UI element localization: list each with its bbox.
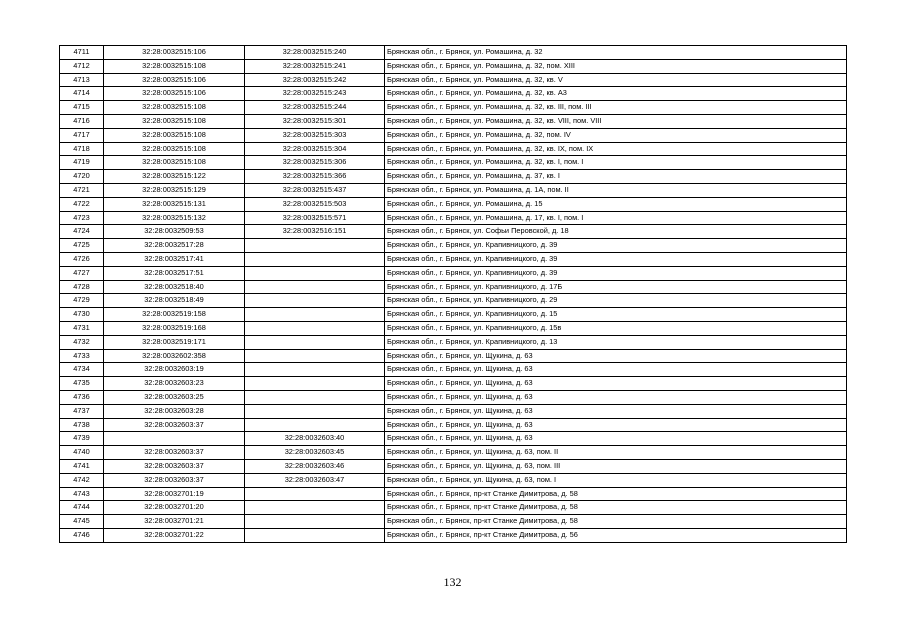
row-number-cell: 4728 <box>60 280 104 294</box>
object-cadastral-number-cell: 32:28:0032515:301 <box>245 114 385 128</box>
row-number-cell: 4719 <box>60 156 104 170</box>
row-number-cell: 4740 <box>60 446 104 460</box>
object-cadastral-number-cell <box>245 349 385 363</box>
land-cadastral-number-cell: 32:28:0032517:41 <box>104 252 245 266</box>
address-cell: Брянская обл., г. Брянск, ул. Щукина, д. 63, пом. III <box>385 459 847 473</box>
row-number-cell: 4733 <box>60 349 104 363</box>
address-cell: Брянская обл., г. Брянск, ул. Щукина, д. 63, пом. I <box>385 473 847 487</box>
address-cell: Брянская обл., г. Брянск, ул. Крапивницкого, д. 39 <box>385 239 847 253</box>
object-cadastral-number-cell: 32:28:0032515:242 <box>245 73 385 87</box>
object-cadastral-number-cell <box>245 308 385 322</box>
row-number-cell: 4741 <box>60 459 104 473</box>
land-cadastral-number-cell: 32:28:0032518:40 <box>104 280 245 294</box>
row-number-cell: 4737 <box>60 404 104 418</box>
object-cadastral-number-cell: 32:28:0032603:46 <box>245 459 385 473</box>
table-row <box>60 459 847 473</box>
row-number-cell: 4724 <box>60 225 104 239</box>
table-row <box>60 321 847 335</box>
table-row <box>60 142 847 156</box>
object-cadastral-number-cell: 32:28:0032515:571 <box>245 211 385 225</box>
row-number-cell: 4711 <box>60 46 104 60</box>
land-cadastral-number-cell: 32:28:0032603:25 <box>104 390 245 404</box>
table-row <box>60 211 847 225</box>
row-number-cell: 4738 <box>60 418 104 432</box>
object-cadastral-number-cell: 32:28:0032515:366 <box>245 170 385 184</box>
object-cadastral-number-cell: 32:28:0032515:437 <box>245 183 385 197</box>
address-cell: Брянская обл., г. Брянск, пр-кт Станке Димитрова, д. 58 <box>385 515 847 529</box>
row-number-cell: 4727 <box>60 266 104 280</box>
address-cell: Брянская обл., г. Брянск, ул. Ромашина, д. 32, кв. III, пом. III <box>385 101 847 115</box>
row-number-cell: 4746 <box>60 528 104 542</box>
row-number-cell: 4731 <box>60 321 104 335</box>
table-row <box>60 59 847 73</box>
row-number-cell: 4745 <box>60 515 104 529</box>
row-number-cell: 4729 <box>60 294 104 308</box>
address-cell: Брянская обл., г. Брянск, ул. Щукина, д. 63 <box>385 404 847 418</box>
object-cadastral-number-cell: 32:28:0032603:40 <box>245 432 385 446</box>
address-cell: Брянская обл., г. Брянск, ул. Крапивницкого, д. 15в <box>385 321 847 335</box>
object-cadastral-number-cell <box>245 501 385 515</box>
object-cadastral-number-cell <box>245 390 385 404</box>
table-row <box>60 390 847 404</box>
table-row <box>60 363 847 377</box>
table-row <box>60 377 847 391</box>
address-cell: Брянская обл., г. Брянск, ул. Ромашина, д. 37, кв. I <box>385 170 847 184</box>
row-number-cell: 4718 <box>60 142 104 156</box>
table-body <box>60 46 847 543</box>
object-cadastral-number-cell <box>245 515 385 529</box>
land-cadastral-number-cell: 32:28:0032701:21 <box>104 515 245 529</box>
address-cell: Брянская обл., г. Брянск, ул. Ромашина, д. 32, кв. VIII, пом. VIII <box>385 114 847 128</box>
table-row <box>60 170 847 184</box>
object-cadastral-number-cell: 32:28:0032515:241 <box>245 59 385 73</box>
table-row <box>60 308 847 322</box>
row-number-cell: 4736 <box>60 390 104 404</box>
land-cadastral-number-cell: 32:28:0032603:28 <box>104 404 245 418</box>
land-cadastral-number-cell: 32:28:0032515:131 <box>104 197 245 211</box>
land-cadastral-number-cell: 32:28:0032701:22 <box>104 528 245 542</box>
table-row <box>60 294 847 308</box>
table-row <box>60 266 847 280</box>
table-row <box>60 515 847 529</box>
object-cadastral-number-cell: 32:28:0032515:304 <box>245 142 385 156</box>
object-cadastral-number-cell <box>245 280 385 294</box>
land-cadastral-number-cell: 32:28:0032515:108 <box>104 101 245 115</box>
land-cadastral-number-cell: 32:28:0032515:108 <box>104 156 245 170</box>
table-row <box>60 239 847 253</box>
row-number-cell: 4723 <box>60 211 104 225</box>
object-cadastral-number-cell: 32:28:0032515:303 <box>245 128 385 142</box>
land-cadastral-number-cell <box>104 432 245 446</box>
object-cadastral-number-cell <box>245 377 385 391</box>
address-cell: Брянская обл., г. Брянск, ул. Ромашина, д. 17, кв. I, пом. I <box>385 211 847 225</box>
object-cadastral-number-cell <box>245 363 385 377</box>
land-cadastral-number-cell: 32:28:0032603:37 <box>104 459 245 473</box>
object-cadastral-number-cell: 32:28:0032603:45 <box>245 446 385 460</box>
table-row <box>60 335 847 349</box>
object-cadastral-number-cell <box>245 321 385 335</box>
table-row <box>60 501 847 515</box>
address-cell: Брянская обл., г. Брянск, ул. Крапивницкого, д. 29 <box>385 294 847 308</box>
table-row <box>60 225 847 239</box>
table-row <box>60 280 847 294</box>
table-row <box>60 87 847 101</box>
row-number-cell: 4742 <box>60 473 104 487</box>
table-row <box>60 418 847 432</box>
row-number-cell: 4726 <box>60 252 104 266</box>
address-cell: Брянская обл., г. Брянск, ул. Щукина, д. 63 <box>385 377 847 391</box>
row-number-cell: 4722 <box>60 197 104 211</box>
land-cadastral-number-cell: 32:28:0032515:108 <box>104 128 245 142</box>
row-number-cell: 4734 <box>60 363 104 377</box>
land-cadastral-number-cell: 32:28:0032603:19 <box>104 363 245 377</box>
address-cell: Брянская обл., г. Брянск, ул. Крапивницкого, д. 39 <box>385 266 847 280</box>
address-cell: Брянская обл., г. Брянск, ул. Ромашина, д. 1А, пом. II <box>385 183 847 197</box>
row-number-cell: 4721 <box>60 183 104 197</box>
object-cadastral-number-cell: 32:28:0032603:47 <box>245 473 385 487</box>
table-row <box>60 404 847 418</box>
address-cell: Брянская обл., г. Брянск, ул. Щукина, д. 63 <box>385 390 847 404</box>
land-cadastral-number-cell: 32:28:0032701:19 <box>104 487 245 501</box>
address-cell: Брянская обл., г. Брянск, пр-кт Станке Димитрова, д. 56 <box>385 528 847 542</box>
object-cadastral-number-cell <box>245 239 385 253</box>
address-cell: Брянская обл., г. Брянск, ул. Ромашина, д. 15 <box>385 197 847 211</box>
object-cadastral-number-cell <box>245 418 385 432</box>
land-cadastral-number-cell: 32:28:0032509:53 <box>104 225 245 239</box>
address-cell: Брянская обл., г. Брянск, ул. Софьи Перовской, д. 18 <box>385 225 847 239</box>
object-cadastral-number-cell: 32:28:0032515:244 <box>245 101 385 115</box>
object-cadastral-number-cell <box>245 487 385 501</box>
land-cadastral-number-cell: 32:28:0032515:106 <box>104 87 245 101</box>
land-cadastral-number-cell: 32:28:0032515:108 <box>104 59 245 73</box>
land-cadastral-number-cell: 32:28:0032603:23 <box>104 377 245 391</box>
page-number: 132 <box>443 575 462 589</box>
address-cell: Брянская обл., г. Брянск, ул. Щукина, д. 63, пом. II <box>385 446 847 460</box>
row-number-cell: 4713 <box>60 73 104 87</box>
land-cadastral-number-cell: 32:28:0032515:106 <box>104 73 245 87</box>
land-cadastral-number-cell: 32:28:0032515:108 <box>104 142 245 156</box>
land-cadastral-number-cell: 32:28:0032515:132 <box>104 211 245 225</box>
object-cadastral-number-cell <box>245 335 385 349</box>
row-number-cell: 4720 <box>60 170 104 184</box>
address-cell: Брянская обл., г. Брянск, ул. Щукина, д. 63 <box>385 363 847 377</box>
table-row <box>60 528 847 542</box>
address-cell: Брянская обл., г. Брянск, ул. Щукина, д. 63 <box>385 418 847 432</box>
object-cadastral-number-cell <box>245 528 385 542</box>
address-cell: Брянская обл., г. Брянск, ул. Ромашина, д. 32, кв. А3 <box>385 87 847 101</box>
land-cadastral-number-cell: 32:28:0032515:122 <box>104 170 245 184</box>
address-cell: Брянская обл., г. Брянск, ул. Ромашина, д. 32 <box>385 46 847 60</box>
address-cell: Брянская обл., г. Брянск, ул. Ромашина, д. 32, кв. I, пом. I <box>385 156 847 170</box>
table-row <box>60 128 847 142</box>
land-cadastral-number-cell: 32:28:0032602:358 <box>104 349 245 363</box>
object-cadastral-number-cell <box>245 404 385 418</box>
object-cadastral-number-cell <box>245 252 385 266</box>
row-number-cell: 4717 <box>60 128 104 142</box>
land-cadastral-number-cell: 32:28:0032515:108 <box>104 114 245 128</box>
land-cadastral-number-cell: 32:28:0032517:28 <box>104 239 245 253</box>
table-row <box>60 114 847 128</box>
table-row <box>60 349 847 363</box>
land-cadastral-number-cell: 32:28:0032701:20 <box>104 501 245 515</box>
row-number-cell: 4714 <box>60 87 104 101</box>
row-number-cell: 4743 <box>60 487 104 501</box>
land-cadastral-number-cell: 32:28:0032519:158 <box>104 308 245 322</box>
cadastral-registry-table <box>59 45 847 543</box>
address-cell: Брянская обл., г. Брянск, ул. Ромашина, д. 32, кв. V <box>385 73 847 87</box>
table-row <box>60 197 847 211</box>
row-number-cell: 4716 <box>60 114 104 128</box>
address-cell: Брянская обл., г. Брянск, ул. Ромашина, д. 32, кв. IX, пом. IX <box>385 142 847 156</box>
address-cell: Брянская обл., г. Брянск, ул. Крапивницкого, д. 13 <box>385 335 847 349</box>
object-cadastral-number-cell: 32:28:0032515:243 <box>245 87 385 101</box>
table-row <box>60 101 847 115</box>
land-cadastral-number-cell: 32:28:0032515:129 <box>104 183 245 197</box>
table-row <box>60 473 847 487</box>
table-row <box>60 73 847 87</box>
address-cell: Брянская обл., г. Брянск, ул. Щукина, д. 63 <box>385 432 847 446</box>
address-cell: Брянская обл., г. Брянск, ул. Ромашина, д. 32, пом. IV <box>385 128 847 142</box>
address-cell: Брянская обл., г. Брянск, ул. Крапивницкого, д. 15 <box>385 308 847 322</box>
table-row <box>60 252 847 266</box>
land-cadastral-number-cell: 32:28:0032519:171 <box>104 335 245 349</box>
address-cell: Брянская обл., г. Брянск, ул. Крапивницкого, д. 39 <box>385 252 847 266</box>
address-cell: Брянская обл., г. Брянск, ул. Ромашина, д. 32, пом. XIII <box>385 59 847 73</box>
table-row <box>60 46 847 60</box>
land-cadastral-number-cell: 32:28:0032515:106 <box>104 46 245 60</box>
row-number-cell: 4744 <box>60 501 104 515</box>
row-number-cell: 4730 <box>60 308 104 322</box>
land-cadastral-number-cell: 32:28:0032519:168 <box>104 321 245 335</box>
row-number-cell: 4735 <box>60 377 104 391</box>
table-row <box>60 432 847 446</box>
land-cadastral-number-cell: 32:28:0032603:37 <box>104 446 245 460</box>
address-cell: Брянская обл., г. Брянск, пр-кт Станке Димитрова, д. 58 <box>385 501 847 515</box>
object-cadastral-number-cell: 32:28:0032515:306 <box>245 156 385 170</box>
row-number-cell: 4715 <box>60 101 104 115</box>
table-row <box>60 183 847 197</box>
row-number-cell: 4725 <box>60 239 104 253</box>
address-cell: Брянская обл., г. Брянск, ул. Крапивницкого, д. 17Б <box>385 280 847 294</box>
table-row <box>60 156 847 170</box>
object-cadastral-number-cell: 32:28:0032515:503 <box>245 197 385 211</box>
row-number-cell: 4732 <box>60 335 104 349</box>
row-number-cell: 4712 <box>60 59 104 73</box>
address-cell: Брянская обл., г. Брянск, ул. Щукина, д. 63 <box>385 349 847 363</box>
row-number-cell: 4739 <box>60 432 104 446</box>
table-row <box>60 487 847 501</box>
object-cadastral-number-cell <box>245 294 385 308</box>
land-cadastral-number-cell: 32:28:0032603:37 <box>104 418 245 432</box>
object-cadastral-number-cell: 32:28:0032516:151 <box>245 225 385 239</box>
land-cadastral-number-cell: 32:28:0032517:51 <box>104 266 245 280</box>
land-cadastral-number-cell: 32:28:0032518:49 <box>104 294 245 308</box>
land-cadastral-number-cell: 32:28:0032603:37 <box>104 473 245 487</box>
object-cadastral-number-cell <box>245 266 385 280</box>
object-cadastral-number-cell: 32:28:0032515:240 <box>245 46 385 60</box>
table-row <box>60 446 847 460</box>
address-cell: Брянская обл., г. Брянск, пр-кт Станке Димитрова, д. 58 <box>385 487 847 501</box>
